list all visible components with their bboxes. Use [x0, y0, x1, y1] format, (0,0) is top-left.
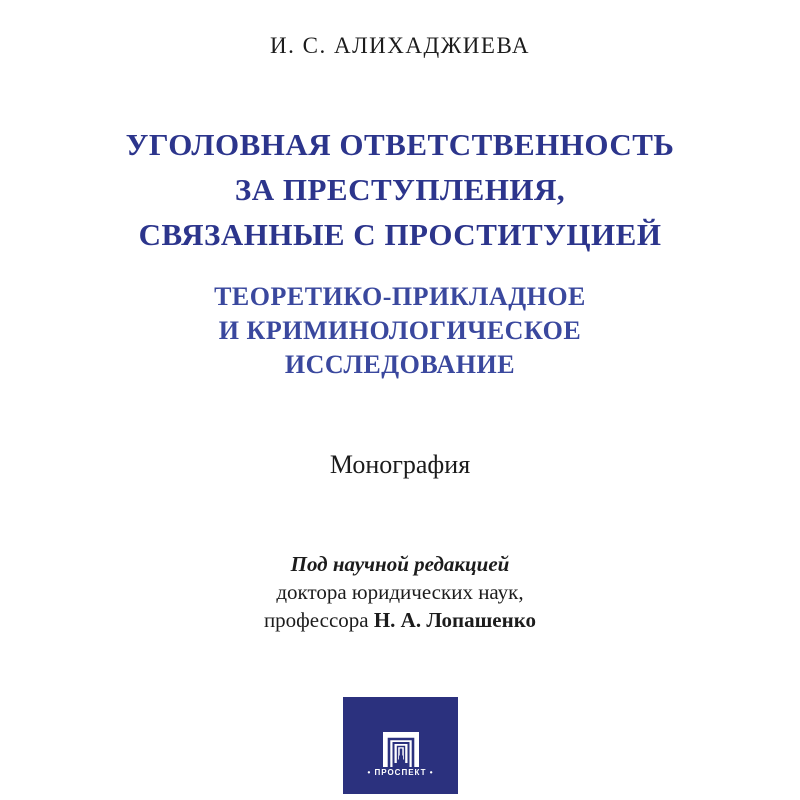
author-name: И. С. АЛИХАДЖИЕВА — [270, 33, 530, 58]
editor-note-heading: Под научной редакцией — [290, 552, 510, 576]
publisher-name: • ПРОСПЕКТ • — [367, 768, 434, 777]
publisher-logo — [343, 697, 458, 794]
book-subtitle-line: И КРИМИНОЛОГИЧЕСКОЕ — [218, 316, 582, 345]
editor-name: Н. А. Лопашенко — [373, 608, 537, 632]
publication-type-label: Монография — [329, 450, 471, 479]
editor-note-degree: доктора юридических наук, — [276, 580, 524, 604]
book-subtitle — [0, 280, 800, 382]
prospekt-gate-icon — [383, 732, 419, 767]
editor-note-name-line — [0, 606, 800, 634]
book-title — [0, 122, 800, 257]
editor-note — [0, 550, 800, 634]
book-title-line: СВЯЗАННЫЕ С ПРОСТИТУЦИЕЙ — [138, 217, 662, 252]
book-title-line: ЗА ПРЕСТУПЛЕНИЯ, — [234, 172, 566, 207]
book-subtitle-line: ИССЛЕДОВАНИЕ — [284, 350, 516, 379]
book-title-line: УГОЛОВНАЯ ОТВЕТСТВЕННОСТЬ — [125, 127, 675, 162]
book-subtitle-line: ТЕОРЕТИКО-ПРИКЛАДНОЕ — [214, 282, 586, 311]
editor-title-prefix: профессора — [263, 608, 374, 632]
